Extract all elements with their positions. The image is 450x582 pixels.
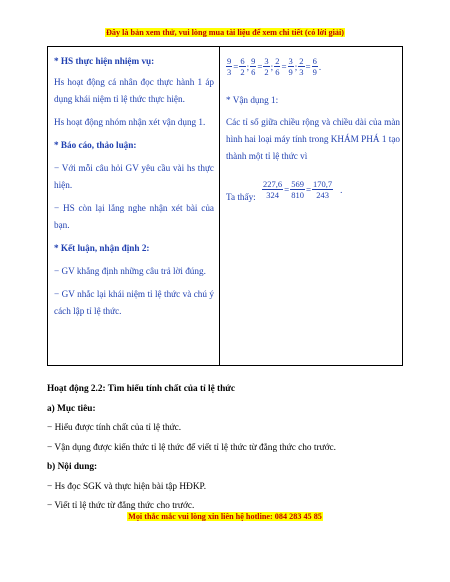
section-body <box>47 380 407 517</box>
paragraph: Hs hoạt động cá nhân đọc thực hành 1 áp dụng khái niệm tỉ lệ thức thực hiện. <box>54 77 214 104</box>
heading-report: * Báo cáo, thảo luận: <box>54 140 137 150</box>
objective-heading: a) Mục tiêu: <box>47 403 96 414</box>
table-right-column <box>226 53 400 205</box>
fraction: $\frac{227,6}{324}$ <box>263 179 283 201</box>
fraction: $\frac{170,7}{243}$ <box>313 179 333 201</box>
fraction: $\frac{6}{2}$ <box>240 56 245 78</box>
paragraph: − Vận dụng được kiến thức tỉ lệ thức để viết tỉ lệ thức từ đẳng thức cho trước. <box>47 442 336 453</box>
hotline-banner-text: Mọi thắc mắc vui lòng xin liên hệ hotline: 084 283 45 85 <box>128 512 322 521</box>
preview-banner-text: Đây là bản xem thử, vui lòng mua tài liệu để xem chi tiết (có lời giải) <box>105 28 344 37</box>
ratio-equation: Ta thấy: $\frac{227,6}{324}$ = $\frac{569}{810}$ = $\frac{170,7}{243}$ . <box>226 175 400 205</box>
fraction: $\frac{9}{6}$ <box>251 56 256 78</box>
heading-apply: * Vận dụng 1: <box>226 94 279 105</box>
paragraph: − Viết tỉ lệ thức từ đẳng thức cho trước. <box>47 501 195 511</box>
activity-heading: Hoạt động 2.2: Tìm hiểu tính chất của tỉ lệ thức <box>47 384 235 394</box>
paragraph: − GV nhắc lại khái niệm tỉ lệ thức và chú ý cách lập tỉ lệ thức. <box>54 289 214 316</box>
activity-table <box>47 46 403 366</box>
heading-task: * HS thực hiện nhiệm vụ: <box>54 56 155 66</box>
paragraph: − Với mỗi câu hỏi GV yêu cầu vài hs thực hiện. <box>54 163 214 190</box>
paragraph: − Hiểu được tính chất của tỉ lệ thức. <box>47 423 182 433</box>
fraction: $\frac{2}{3}$ <box>299 56 304 78</box>
table-divider <box>219 47 220 365</box>
content-heading: b) Nội dung: <box>47 462 98 472</box>
paragraph: Hs hoạt động nhóm nhận xét vận dụng 1. <box>54 117 206 127</box>
hotline-banner <box>0 512 450 522</box>
fraction: $\frac{569}{810}$ <box>291 179 304 201</box>
fraction: $\frac{9}{3}$ <box>227 56 232 78</box>
paragraph: Các tỉ số giữa chiều rộng và chiều dài của màn hình hai loại máy tính trong KHÁM PHÁ 1 tạo thành một tỉ lệ thức vì <box>226 116 400 161</box>
label: Ta thấy: <box>226 191 256 202</box>
fraction: $\frac{6}{9}$ <box>312 56 317 78</box>
paragraph: − Hs đọc SGK và thực hiện bài tập HĐKP. <box>47 481 207 492</box>
fraction-equations: $\frac{9}{3}$ = $\frac{6}{2}$ ; $\frac{9}{6}$ = $\frac{3}{2}$ ; $\frac{2}{6}$ = $\frac{3}{9}$ ; $\frac{2}{3}$ = $\frac{6}{9}$ . <box>227 56 322 78</box>
paragraph: − HS còn lại lắng nghe nhận xét bài của bạn. <box>54 203 214 230</box>
fraction: $\frac{3}{9}$ <box>288 56 293 78</box>
preview-banner <box>0 28 450 38</box>
fraction: $\frac{3}{2}$ <box>264 56 269 78</box>
fraction: $\frac{2}{6}$ <box>275 56 280 78</box>
paragraph: − GV khẳng định những câu trả lời đúng. <box>54 266 206 276</box>
heading-conclusion: * Kết luận, nhận định 2: <box>54 243 150 253</box>
table-left-column <box>54 53 214 320</box>
